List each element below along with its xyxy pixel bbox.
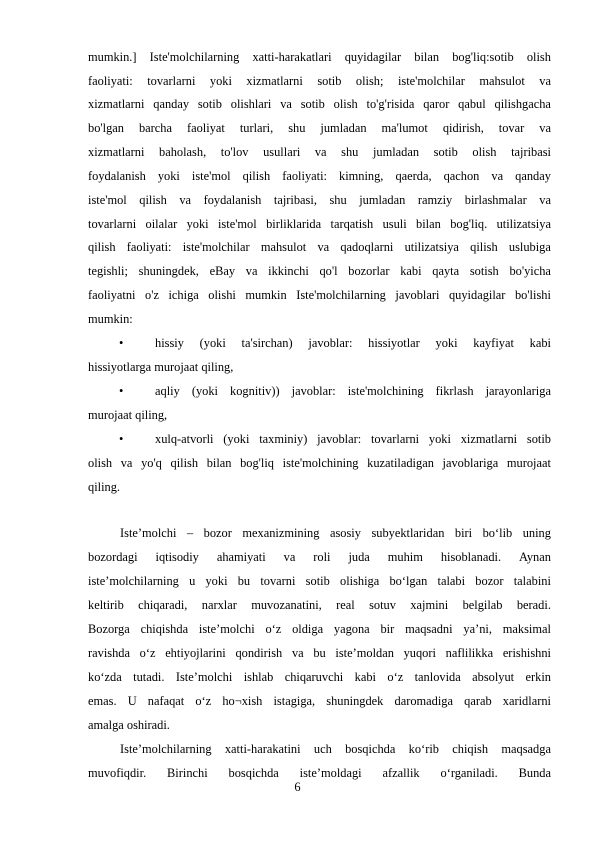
text-line: xizmatlarni baholash, to'lov usullari va shu jumladan sotib olish tajribasi	[88, 145, 551, 159]
bullet-icon: •	[119, 336, 124, 350]
bullet-icon: •	[119, 384, 124, 398]
page-number: 6	[294, 780, 301, 794]
text-line: faoliyati: tovarlarni yoki xizmatlarni sotib olish; iste'molchilar mahsulot va	[88, 74, 551, 88]
text-line: faoliyatni o'z ichiga olishi mumkin Iste'molchilarning javoblari quyidagilar bo'lishi	[88, 288, 551, 302]
text-line: emas. U nafaqat o‘z ho¬xish istagiga, shuningdek daromadiga qarab xaridlarni	[88, 694, 551, 708]
text-line: foydalanish yoki iste'mol qilish faoliyati: kimning, qaerda, qachon va qanday	[88, 169, 551, 183]
bullet-text: xulq-atvorli (yoki taxminiy) javoblar: tovarlarni yoki xizmatlarni sotib	[155, 432, 551, 446]
text-line: amalga oshiradi.	[88, 718, 170, 732]
bullet-text: olish va yo'q qilish bilan bog'liq iste'molchining kuzatiladigan javoblariga murojaat	[88, 456, 551, 470]
text-line: Iste’molchi – bozor mexanizmining asosiy subyektlaridan biri bo‘lib uning	[120, 526, 551, 540]
bullet-icon: •	[119, 432, 124, 446]
text-line: ravishda o‘z ehtiyojlarini qondirish va bu iste’moldan yuqori naflilikka erishishni	[88, 646, 551, 660]
text-line: Bozorga chiqishda iste’molchi o‘z oldiga yagona bir maqsadni ya’ni, maksimal	[88, 622, 551, 636]
text-line: ko‘zda tutadi. Iste’molchi ishlab chiqaruvchi kabi o‘z tanlovida absolyut erkin	[88, 670, 551, 684]
text-line: mumkin:	[88, 312, 133, 326]
text-line: iste'mol qilish va foydalanish tajribasi, shu jumladan ramziy birlashmalar va	[88, 193, 551, 207]
text-line: Iste’molchilarning xatti-harakatini uch bosqichda ko‘rib chiqish maqsadga	[120, 742, 551, 756]
text-line: bo'lgan barcha faoliyat turlari, shu jumladan ma'lumot qidirish, tovar va	[88, 121, 551, 135]
text-line: tegishli; shuningdek, eBay va ikkinchi qo'l bozorlar kabi qayta sotish bo'yicha	[88, 264, 551, 278]
bullet-text: murojaat qiling,	[88, 408, 168, 422]
text-line: tovarlarni oilalar yoki iste'mol birliklarida tarqatish usuli bilan bog'liq. utilizatsiya	[88, 217, 551, 231]
text-line: keltirib chiqaradi, narxlar muvozanatini, real sotuv xajmini belgilab beradi.	[88, 598, 551, 612]
bullet-text: qiling.	[88, 480, 121, 494]
bullet-text: hissiy (yoki ta'sirchan) javoblar: hissiyotlar yoki kayfiyat kabi	[155, 336, 551, 350]
text-line: xizmatlarni qanday sotib olishlari va sotib olish to'g'risida qaror qabul qilishgacha	[88, 97, 551, 111]
bullet-text: aqliy (yoki kognitiv)) javoblar: iste'molchining fikrlash jarayonlariga	[155, 384, 551, 398]
bullet-text: hissiyotlarga murojaat qiling,	[88, 360, 234, 374]
text-line: bozordagi iqtisodiy ahamiyati va roli juda muhim hisoblanadi. Aynan	[88, 550, 551, 564]
text-line: qilish faoliyati: iste'molchilar mahsulot va qadoqlarni utilizatsiya qilish uslubiga	[88, 240, 551, 254]
text-line: iste’molchilarning u yoki bu tovarni sotib olishiga bo‘lgan talabi bozor talabini	[88, 574, 551, 588]
text-line: mumkin.] Iste'molchilarning xatti-harakatlari quyidagilar bilan bog'liq:sotib olish	[88, 50, 551, 64]
text-line: muvofiqdir. Birinchi bosqichda iste’moldagi afzallik o‘rganiladi. Bunda	[88, 766, 551, 780]
